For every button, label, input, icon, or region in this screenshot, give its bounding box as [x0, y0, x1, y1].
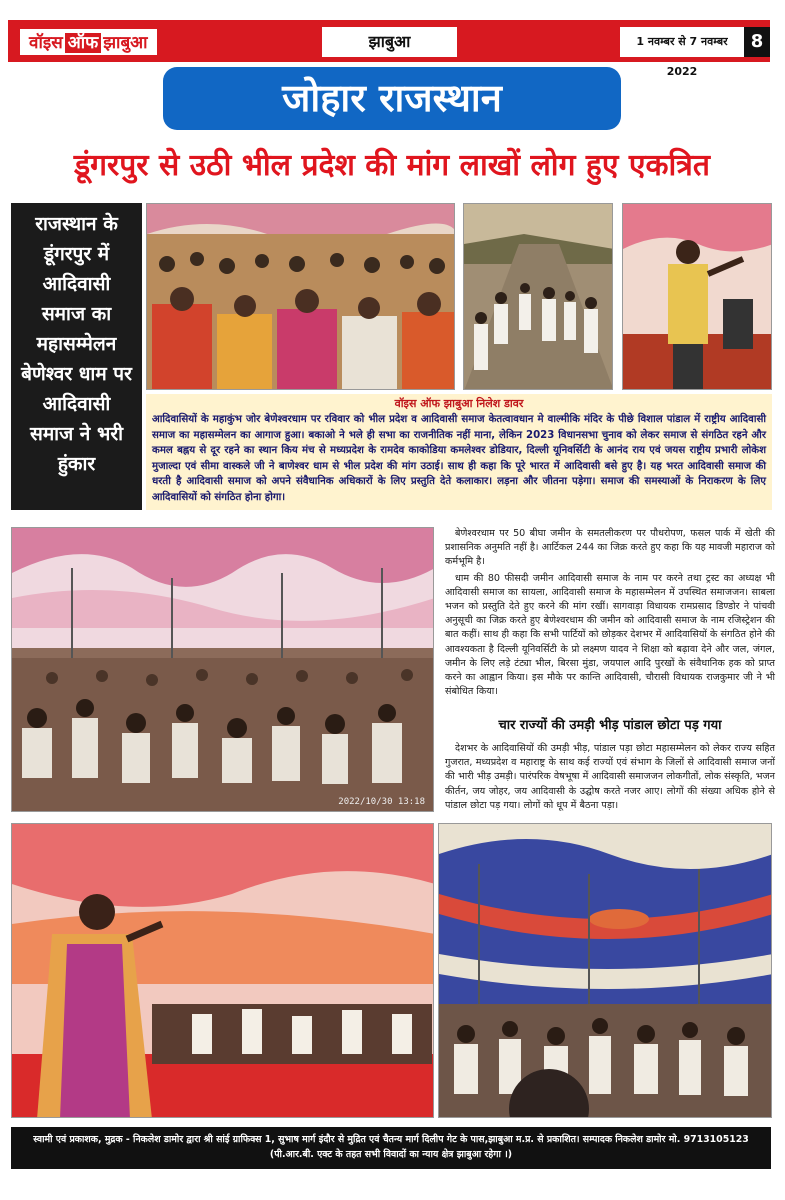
photo-timestamp: 2022/10/30 13:18 [338, 797, 425, 807]
side-line: राजस्थान के [35, 213, 118, 235]
side-line: हुंकार [57, 453, 96, 475]
photo-illustration [623, 204, 772, 390]
issue-date-range: 1 नवम्बर से 7 नवम्बर 2022 [620, 27, 744, 57]
logo-text-jhabua: झाबुआ [103, 33, 148, 53]
logo-text-voice: वॉइस [29, 33, 63, 53]
photo-caption-box [146, 394, 772, 510]
side-line: बेणेश्वर धाम पर [21, 363, 132, 385]
side-line: आदिवासी [42, 273, 111, 295]
side-line: आदिवासी [42, 393, 111, 415]
main-headline: डूंगरपुर से उठी भील प्रदेश की मांग लाखों लोग हुए एकत्रित [74, 148, 710, 183]
article-body-top [445, 527, 775, 701]
photo-illustration [12, 824, 434, 1118]
logo-text-of: ऑफ [65, 33, 102, 53]
side-line: समाज का [41, 303, 112, 325]
imprint-line-1: स्वामी एवं प्रकाशक, मुद्रक - निकलेश डामोर द्वारा श्री सांई ग्राफिक्स 1, सुभाष मार्ग इंदौर से मुद्रित एवं चैतन्य मार्ग दिलीप गेट के पास,झाबुआ म.प्र. से प्रकाशित। सम्पादक निकलेश डामोर मो. 9713105123 [33, 1134, 749, 1145]
article-paragraph: देशभर के आदिवासियों की उमड़ी भीड़, पांडाल पड़ा छोटा महासम्मेलन को लेकर राज्य सहित गुजरात, मध्यप्रदेश व महाराष्ट्र के साथ कई राज्यों एवं संभाग के जिलों से आदिवासी समाज जनों की भारी भीड़ उमड़ी। पारंपरिक वेषभूषा में आदिवासी समाजजन लोकगीतों, लोक संस्कृति, भजन कीर्तन, जय जोहर, जय आदिवासी के उद्घोष करते नजर आए। लोगों की संख्या अधिक होने से पांडाल छोटा पड़ गया। लोगों को धूप में बैठना पड़ा। [445, 743, 775, 811]
photo-illustration [439, 824, 772, 1118]
article-subheading: चार राज्यों की उमड़ी भीड़ पांडाल छोटा पड़ गया [498, 718, 722, 733]
section-banner: जोहार राजस्थान [163, 67, 621, 130]
photo-woman-speaker [11, 823, 434, 1118]
photo-crowd-under-tent [438, 823, 772, 1118]
side-highlight-box [11, 203, 142, 510]
edition-place: झाबुआ [322, 27, 457, 57]
newspaper-logo [20, 29, 157, 55]
photo-illustration [464, 204, 613, 390]
article-paragraph: बेणेश्वरधाम पर 50 बीघा जमीन के समतलीकरण पर पौधरोपण, फसल पार्क में खेती की प्रशासनिक अनुमति नहीं है। आर्टिकल 244 का जिक्र करते हुए कहा कि यह मावजी महाराज को कर्मभूमि है। [445, 528, 775, 568]
photo-speaker-stage [622, 203, 772, 390]
photo-illustration [147, 204, 455, 390]
photo-seated-women-crowd [146, 203, 455, 390]
caption-byline: वॉइस ऑफ झाबुआ निलेश डावर [394, 397, 524, 410]
article-paragraph: धाम की 80 फीसदी जमीन आदिवासी समाज के नाम पर करने तथा ट्रस्ट का अध्यक्ष भी आदिवासी समाज का सायला, आदिवासी समाज के महासम्मेलन में उपस्थित समाजजन। साबला भजन को प्रस्तुति देते हुए करने की मांग रखीं। सागवाड़ा विधायक रामप्रसाद डिण्डोर ने पांचवी अनुसूची का जिक्र करते हुए बेणेश्वरधाम की जमीन को आदिवासी समाज के नाम रजिस्ट्रेशन की बात कहीं। साथ ही कहा कि सभी पार्टियों को छोड़कर देशभर में आदिवासियों के संगठित होने की आवश्यकता है दिल्ली यूनिवर्सिटी के प्रो लक्ष्मण यादव ने शिक्षा को बढ़ावा देने और जल, जंगल, जमीन के लिए लड़े टंट्या भील, बिरसा मुंडा, जयपाल आदि पुरखों के संवैधानिक हक को प्राप्त करने का आह्वान किया। इस मौके पर कान्ति आदिवासी, चौरासी विधायक राजकुमार जी ने भी संबोधित किया। [445, 572, 775, 698]
side-line: डूंगरपुर में [43, 243, 110, 265]
photo-illustration [12, 528, 434, 812]
caption-text: आदिवासियों के महाकुंभ जोर बेणेश्वरधाम पर रविवार को भील प्रदेश व आदिवासी समाज केतत्वावधान मे वाल्मीकि मंदिर के पीछे विशाल पांडाल में राष्ट्रीय आदिवासी समाज का महासम्मेलन का आगाज हुआ। बकाओ ने भले ही सभा का राजनीतिक नहीं माना, लेकिन 2023 विधानसभा चुनाव को लेकर समाज से संगठित रहने और कमल बह्नय से दूर रहने का स्थान किय मंच से मध्यप्रदेश के रामदेव काकोडिया कमलेश्वर डोडियार, दिल्ली यूनिवर्सिटी के आनंद राय एवं जयस राष्ट्रीय प्रभारी लोकेश मुजाल्दा एवं सीमा वास्कले जी ने बाणेश्वर धाम से भील प्रदेश की मांग उठाई। साथ ही कहा कि पूरे भारत में आदिवासी बसे हुए है। यह भरत आदिवासी समाज की धरती है आदिवासी समाज को अपने संवैधानिक अधिकारों के लिए प्रस्तुति देते कलाकार। लड़ना और जीतना पड़ेगा। समाज की समस्याओं के निराकरण के लिए आदिवासियों को संगठित होना होगा। [152, 414, 766, 503]
imprint-footer [11, 1127, 771, 1169]
photo-large-crowd-pandal [11, 527, 434, 812]
side-line: समाज ने भरी [29, 423, 124, 445]
page-number: 8 [744, 27, 770, 57]
imprint-line-2: (पी.आर.बी. एक्ट के तहत सभी विवादों का न्याय क्षेत्र झाबुआ रहेगा ।) [269, 1149, 513, 1160]
side-line: महासम्मेलन [36, 333, 117, 355]
photo-procession-road [463, 203, 613, 390]
